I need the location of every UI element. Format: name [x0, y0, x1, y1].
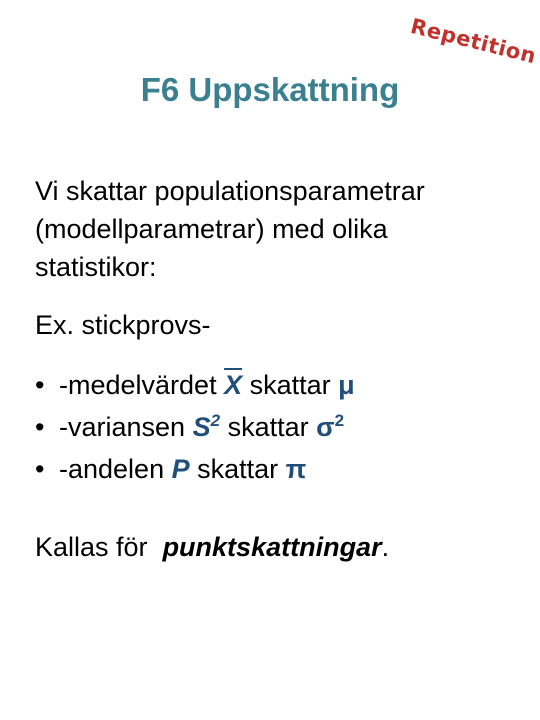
bullet-text: -variansen — [59, 412, 193, 442]
bullet-marker: • — [35, 454, 45, 484]
sample-variance-exponent: 2 — [210, 411, 221, 430]
point-estimates-term: punktskattningar — [162, 532, 382, 562]
list-item-variance — [35, 406, 355, 448]
population-mean-symbol: μ — [338, 370, 355, 400]
example-label: Ex. stickprovs- — [35, 310, 211, 340]
bullet-text: skattar — [189, 454, 286, 484]
bullet-text: skattar — [220, 412, 317, 442]
sample-variance-symbol: S — [192, 412, 211, 442]
closing-sentence — [35, 528, 389, 566]
population-variance-symbol: σ — [316, 412, 335, 442]
closing-period: . — [381, 532, 390, 562]
bullet-text: -andelen — [59, 454, 172, 484]
sample-proportion-symbol: P — [171, 454, 190, 484]
intro-paragraph: Vi skattar populationsparametrar (modellparametrar) med olika statistikor: — [35, 176, 425, 282]
bullet-text: skattar — [242, 370, 339, 400]
bullet-marker: • — [35, 370, 45, 400]
slide-title: F6 Uppskattning — [140, 71, 400, 108]
list-item-mean — [35, 364, 355, 406]
bullet-marker: • — [35, 412, 45, 442]
population-proportion-symbol: π — [285, 454, 307, 484]
bullet-text: -medelvärdet — [59, 370, 225, 400]
sample-mean-symbol: $\overline{X}$ — [224, 370, 243, 400]
list-item-proportion — [35, 448, 355, 490]
population-variance-exponent: 2 — [334, 411, 345, 430]
closing-text: Kallas för — [35, 532, 163, 562]
repetition-stamp: Repetition — [408, 14, 539, 69]
estimator-list — [35, 364, 355, 490]
